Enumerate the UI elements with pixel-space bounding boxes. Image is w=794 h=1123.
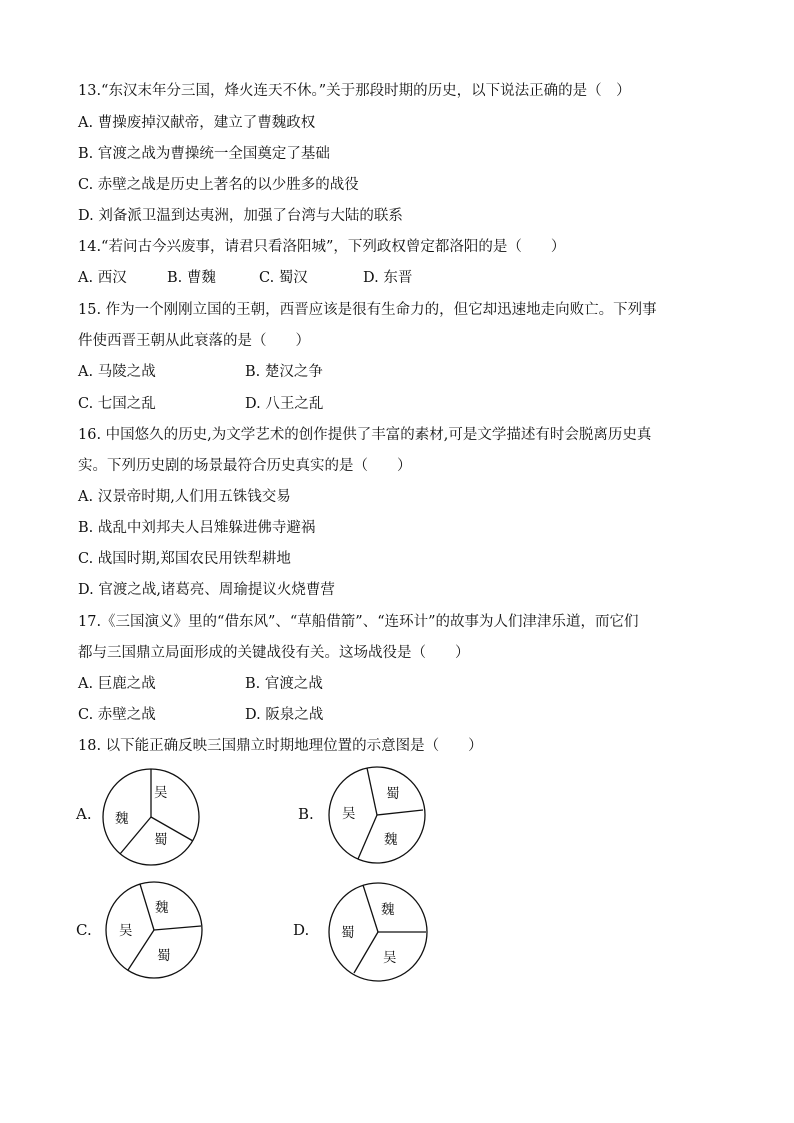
q18-diagram-a-left: 魏 — [115, 811, 129, 827]
q17-option-c: C. 赤壁之战 — [78, 707, 156, 723]
q17-stem-line2: 都与三国鼎立局面形成的关键战役有关。这场战役是（ ） — [78, 645, 470, 661]
q18-diagram-d-bottom: 吴 — [383, 950, 397, 966]
q18-diagram-b-top: 蜀 — [386, 786, 400, 802]
q18-diagram-a-letter: A. — [76, 805, 92, 823]
q16-stem-line2: 实。下列历史剧的场景最符合历史真实的是（ ） — [78, 458, 412, 474]
q18-diagram-a — [100, 766, 202, 868]
q18-diagram-b — [326, 764, 428, 866]
q18-diagram-a-bottom: 蜀 — [154, 832, 168, 848]
q14-option-d: D. 东晋 — [363, 270, 413, 286]
q17-option-a: A. 巨鹿之战 — [78, 676, 156, 692]
q18-diagram-c-bottom: 蜀 — [157, 948, 171, 964]
q18-diagram-b-left: 吴 — [342, 806, 356, 822]
q18-diagram-c-left: 吴 — [119, 923, 133, 939]
q13-option-d: D. 刘备派卫温到达夷洲，加强了台湾与大陆的联系 — [78, 208, 403, 224]
q15-option-b: B. 楚汉之争 — [245, 364, 323, 380]
q14-option-b: B. 曹魏 — [167, 270, 216, 286]
q15-option-d: D. 八王之乱 — [245, 396, 324, 412]
q18-diagram-b-letter: B. — [298, 805, 314, 823]
q16-option-b: B. 战乱中刘邦夫人吕雉躲进佛寺避祸 — [78, 520, 316, 536]
q13-stem: 13.“东汉末年分三国，烽火连天不休。”关于那段时期的历史，以下说法正确的是（ ） — [78, 83, 631, 99]
q14-option-a: A. 西汉 — [78, 270, 127, 286]
q18-diagram-c-top: 魏 — [155, 900, 169, 916]
q15-stem-line2: 件使西晋王朝从此衰落的是（ ） — [78, 333, 310, 349]
q18-diagram-c-letter: C. — [76, 921, 92, 939]
q18-diagram-d — [326, 880, 430, 984]
q17-option-d: D. 阪泉之战 — [245, 707, 324, 723]
q17-stem-line1: 17.《三国演义》里的“借东风”、“草船借箭”、“连环计”的故事为人们津津乐道，而它们 — [78, 614, 639, 630]
q14-stem: 14.“若问古今兴废事，请君只看洛阳城”，下列政权曾定都洛阳的是（ ） — [78, 239, 566, 255]
q15-stem-line1: 15. 作为一个刚刚立国的王朝，西晋应该是很有生命力的，但它却迅速地走向败亡。下列事 — [78, 302, 657, 318]
q13-option-c: C. 赤壁之战是历史上著名的以少胜多的战役 — [78, 177, 359, 193]
q18-diagram-b-bottom: 魏 — [384, 832, 398, 848]
q18-diagram-d-top: 魏 — [381, 902, 395, 918]
q16-option-d: D. 官渡之战,诸葛亮、周瑜提议火烧曹营 — [78, 582, 335, 598]
q14-option-c: C. 蜀汉 — [259, 270, 308, 286]
q18-diagram-a-top: 吴 — [154, 785, 168, 801]
q13-option-b: B. 官渡之战为曹操统一全国奠定了基础 — [78, 146, 330, 162]
q17-option-b: B. 官渡之战 — [245, 676, 323, 692]
q18-diagram-d-left: 蜀 — [341, 925, 355, 941]
q13-option-a: A. 曹操废掉汉献帝，建立了曹魏政权 — [78, 115, 316, 131]
q18-stem: 18. 以下能正确反映三国鼎立时期地理位置的示意图是（ ） — [78, 738, 483, 754]
q18-diagram-c — [103, 879, 205, 981]
q16-option-c: C. 战国时期,郑国农民用铁犁耕地 — [78, 551, 291, 567]
q15-option-a: A. 马陵之战 — [78, 364, 156, 380]
q18-diagram-d-letter: D. — [293, 921, 310, 939]
q15-option-c: C. 七国之乱 — [78, 396, 156, 412]
q16-stem-line1: 16. 中国悠久的历史,为文学艺术的创作提供了丰富的素材,可是文学描述有时会脱离历史真 — [78, 427, 652, 443]
q16-option-a: A. 汉景帝时期,人们用五铢钱交易 — [78, 489, 291, 505]
